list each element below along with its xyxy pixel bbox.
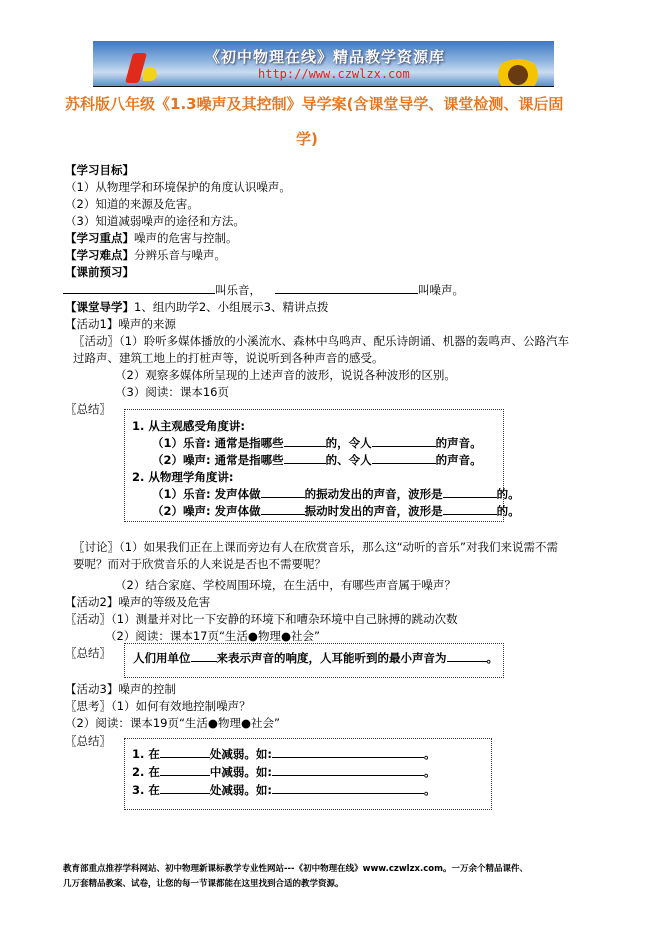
preview-heading: 【课前预习】 — [65, 265, 134, 279]
goal-item: （2）知道的来源及危害。 — [65, 197, 199, 211]
discuss-line: （2）结合家庭、学校周围环境，在生活中，有哪些声音属于噪声？ — [115, 578, 456, 592]
footer-line: 几万套精品教案、试卷，让您的每一节课都能在这里找到合适的教学资源。 — [63, 879, 344, 889]
blank-field[interactable] — [63, 282, 215, 294]
guide-text: 1、组内助学2、小组展示3、精讲点拨 — [134, 300, 329, 314]
difficulty-heading: 【学习难点】 — [65, 248, 134, 262]
act1-line: 〖活动〗（1）聆听多媒体播放的小溪流水、森林中鸟鸣声、配乐诗朗诵、机器的轰鸣声、公路汽车 — [73, 334, 570, 348]
banner-url: http://www.czwlzx.com — [258, 67, 410, 81]
act3-line: 〖思考〗（1）如何有效地控制噪声？ — [65, 699, 251, 713]
act1-line: （2）观察多媒体所呈现的上述声音的波形，说说各种波形的区别。 — [115, 368, 456, 382]
discuss-line: 要呢？而对于欣赏音乐的人来说是否也不需要呢？ — [73, 557, 326, 571]
banner-title: 《初中物理在线》精品教学资源库 — [205, 48, 446, 66]
summary-line: （1）乐音: 通常是指哪些 的，令人 的声音。 — [152, 436, 482, 450]
preview-text: 叫噪声。 — [418, 283, 464, 297]
act1-heading: 【活动1】噪声的来源 — [65, 317, 176, 331]
summary-heading: 1. 从主观感受角度讲: — [132, 419, 245, 433]
act1-line: （3）阅读：课本16页 — [115, 385, 229, 399]
difficulty-text: 分辨乐音与噪声。 — [134, 248, 226, 262]
goal-item: （3）知道减弱噪声的途径和方法。 — [65, 214, 245, 228]
footer-line: 教育部重点推荐学科网站、初中物理新课标教学专业性网站---《初中物理在线》www.czwlzx.com。一万余个精品课件、 — [63, 864, 528, 874]
preview-line — [63, 282, 464, 298]
key-heading: 【学习重点】 — [65, 231, 134, 245]
summary-line: （2）噪声: 发声体做 振动时发出的声音，波形是 的。 — [152, 504, 520, 518]
act2-heading: 【活动2】噪声的等级及危害 — [65, 595, 211, 609]
act2-line: 〖活动〗（1）测量并对比一下安静的环境下和嘈杂环境中自己脉搏的跳动次数 — [65, 612, 458, 626]
header-banner — [93, 41, 554, 87]
summary-box-2 — [124, 643, 504, 678]
key-point — [65, 230, 238, 246]
discuss-line: 〖讨论〗（1）如果我们正在上课而旁边有人在欣赏音乐，那么这“动听的音乐”对我们来说需不需 — [73, 540, 558, 554]
blank-field[interactable] — [275, 282, 418, 294]
act3-heading: 【活动3】噪声的控制 — [65, 682, 176, 696]
summary-heading: 2. 从物理学角度讲: — [132, 470, 234, 484]
summary-line: 2. 在 中减弱。如: 。 — [132, 765, 436, 779]
act3-line: （2）阅读：课本19页“生活●物理●社会” — [65, 716, 280, 730]
key-text: 噪声的危害与控制。 — [134, 231, 238, 245]
doc-title-line1: 苏科版八年级《1.3噪声及其控制》导学案(含课堂导学、课堂检测、课后固 — [65, 95, 564, 113]
summary-line: 人们用单位 来表示声音的响度，人耳能听到的最小声音为 。 — [133, 651, 498, 665]
act2-line: （2）阅读：课本17页“生活●物理●社会” — [105, 629, 320, 643]
doc-title-line2: 学) — [296, 130, 318, 148]
goal-item: （1）从物理学和环境保护的角度认识噪声。 — [65, 180, 291, 194]
summary-label: 〖总结〗 — [65, 646, 111, 660]
act1-line: 过路声、建筑工地上的打桩声等，说说听到各种声音的感受。 — [73, 351, 384, 365]
summary-line: （2）噪声: 通常是指哪些 的、令人 的声音。 — [152, 453, 482, 467]
sunflower-image — [495, 59, 541, 87]
summary-label: 〖总结〗 — [65, 402, 111, 416]
guide-line — [65, 299, 328, 315]
preview-text: 叫乐音， — [215, 283, 261, 297]
summary-box-3 — [124, 738, 492, 810]
logo-icon-accent — [143, 67, 157, 81]
summary-label: 〖总结〗 — [65, 734, 111, 748]
difficulty-point — [65, 247, 226, 263]
summary-line: 3. 在 处减弱。如: 。 — [132, 783, 436, 797]
summary-line: （1）乐音: 发声体做 的振动发出的声音，波形是 的。 — [152, 487, 520, 501]
guide-heading: 【课堂导学】 — [65, 300, 134, 314]
summary-line: 1. 在 处减弱。如: 。 — [132, 747, 436, 761]
summary-box-1 — [124, 409, 520, 522]
goals-heading: 【学习目标】 — [65, 163, 134, 177]
